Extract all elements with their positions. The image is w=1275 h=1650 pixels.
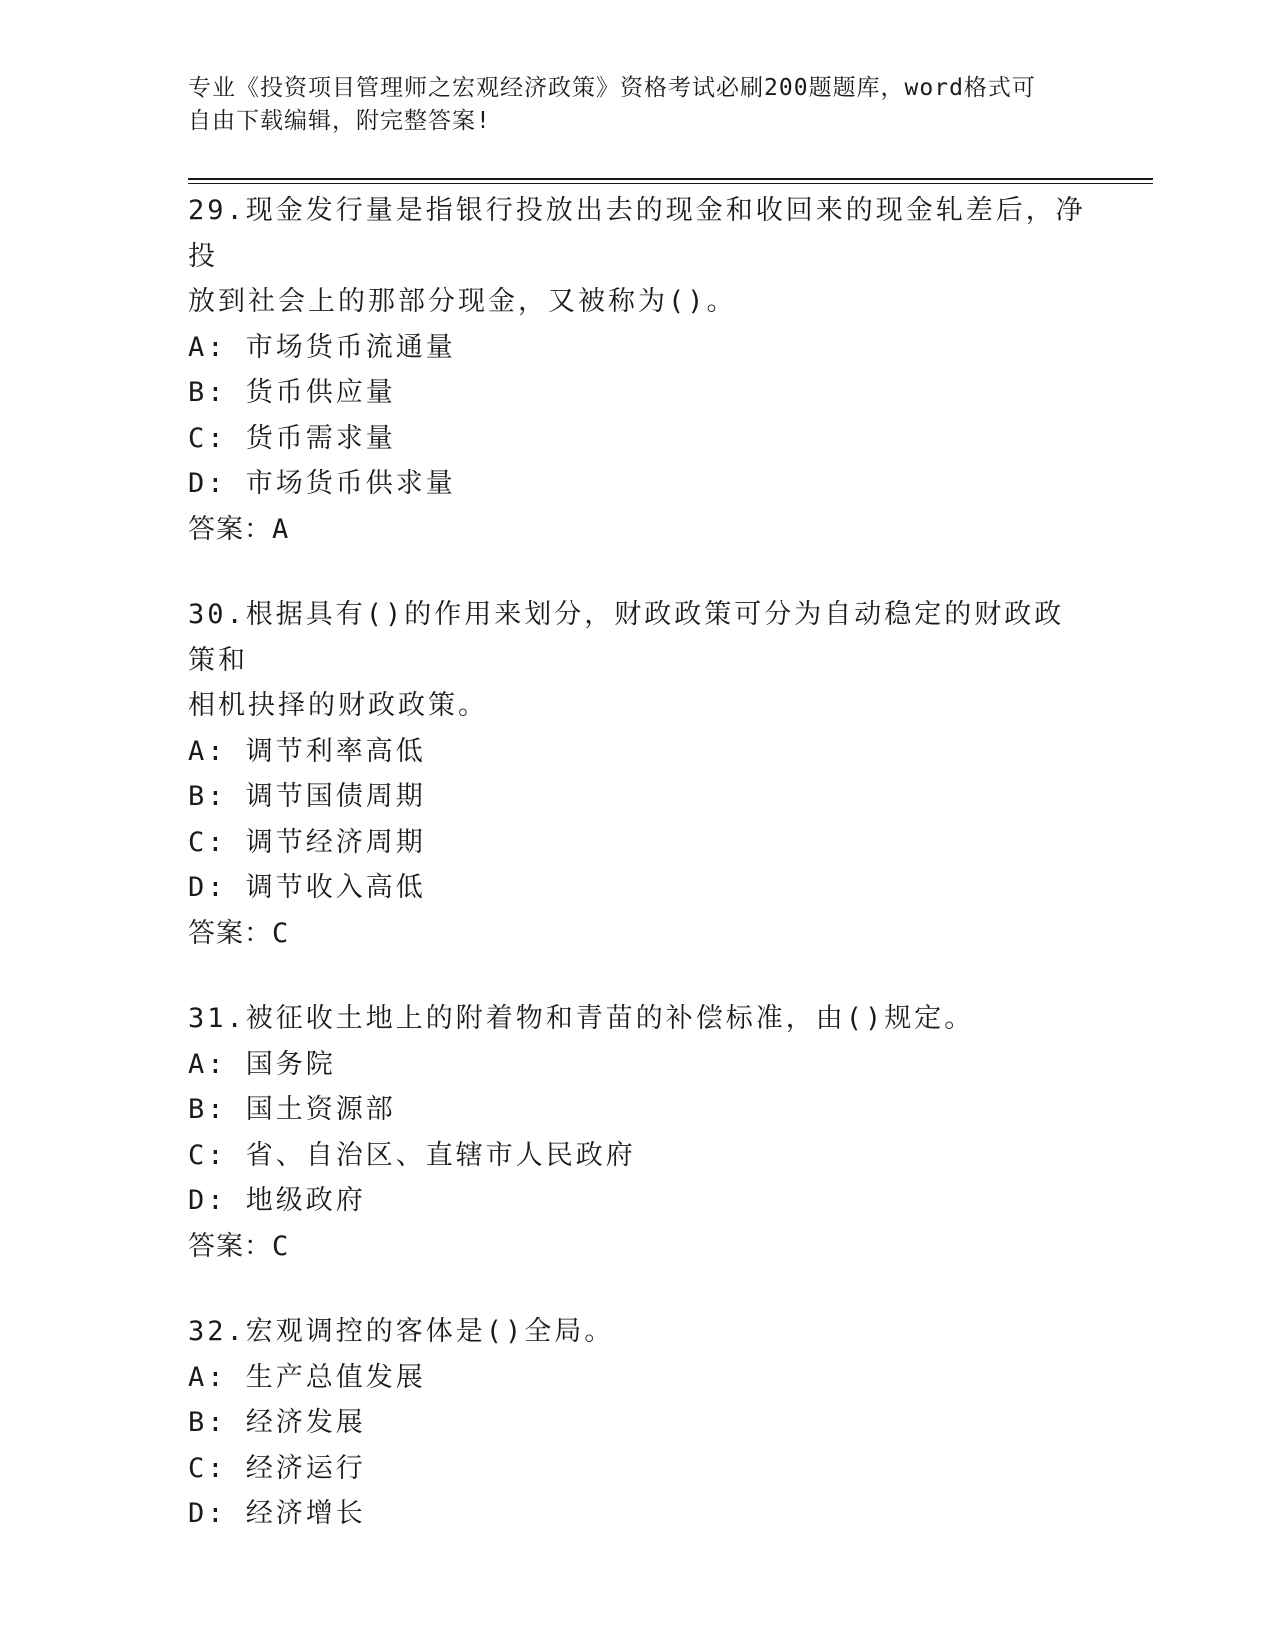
question-stem-line: 31.被征收土地上的附着物和青苗的补偿标准，由()规定。 bbox=[188, 1003, 975, 1034]
option-b: B: 调节国债周期 bbox=[188, 781, 426, 812]
option-d: D: 市场货币供求量 bbox=[188, 468, 456, 499]
header-line-2: 自由下载编辑，附完整答案! bbox=[188, 108, 491, 134]
question-29 bbox=[188, 188, 1088, 552]
option-b: B: 国土资源部 bbox=[188, 1094, 396, 1125]
option-c: C: 调节经济周期 bbox=[188, 826, 426, 858]
header-divider-thin bbox=[188, 183, 1153, 184]
document-header bbox=[188, 72, 1068, 138]
option-a: A: 调节利率高低 bbox=[188, 735, 426, 767]
question-stem bbox=[188, 996, 1088, 1042]
option-b: B: 经济发展 bbox=[188, 1407, 366, 1438]
question-32 bbox=[188, 1309, 1088, 1537]
question-stem-line: 相机抉择的财政政策。 bbox=[188, 690, 488, 721]
answer-line: 答案：A bbox=[188, 513, 290, 545]
option-a: A: 国务院 bbox=[188, 1048, 336, 1080]
option-a: A: 生产总值发展 bbox=[188, 1361, 426, 1393]
question-stem bbox=[188, 188, 1088, 325]
question-stem bbox=[188, 1309, 1088, 1355]
question-stem-line: 30.根据具有()的作用来划分，财政政策可分为自动稳定的财政政策和 bbox=[188, 599, 1065, 676]
question-stem-line: 29.现金发行量是指银行投放出去的现金和收回来的现金轧差后，净投 bbox=[188, 195, 1086, 272]
option-d: D: 经济增长 bbox=[188, 1498, 366, 1529]
question-stem bbox=[188, 592, 1088, 729]
question-31 bbox=[188, 996, 1088, 1269]
option-a: A: 市场货币流通量 bbox=[188, 331, 456, 363]
option-d: D: 地级政府 bbox=[188, 1185, 366, 1216]
option-c: C: 经济运行 bbox=[188, 1452, 366, 1484]
answer-line: 答案：C bbox=[188, 917, 290, 949]
question-list bbox=[188, 188, 1088, 1577]
option-c: C: 货币需求量 bbox=[188, 422, 396, 454]
answer-line: 答案：C bbox=[188, 1230, 290, 1262]
question-30 bbox=[188, 592, 1088, 956]
option-d: D: 调节收入高低 bbox=[188, 872, 426, 903]
question-stem-line: 32.宏观调控的客体是()全局。 bbox=[188, 1316, 615, 1347]
option-c: C: 省、自治区、直辖市人民政府 bbox=[188, 1139, 636, 1171]
option-b: B: 货币供应量 bbox=[188, 377, 396, 408]
question-stem-line: 放到社会上的那部分现金，又被称为()。 bbox=[188, 286, 737, 317]
header-divider-thick bbox=[188, 178, 1153, 180]
header-line-1: 专业《投资项目管理师之宏观经济政策》资格考试必刷200题题库，word格式可 bbox=[188, 75, 1036, 101]
